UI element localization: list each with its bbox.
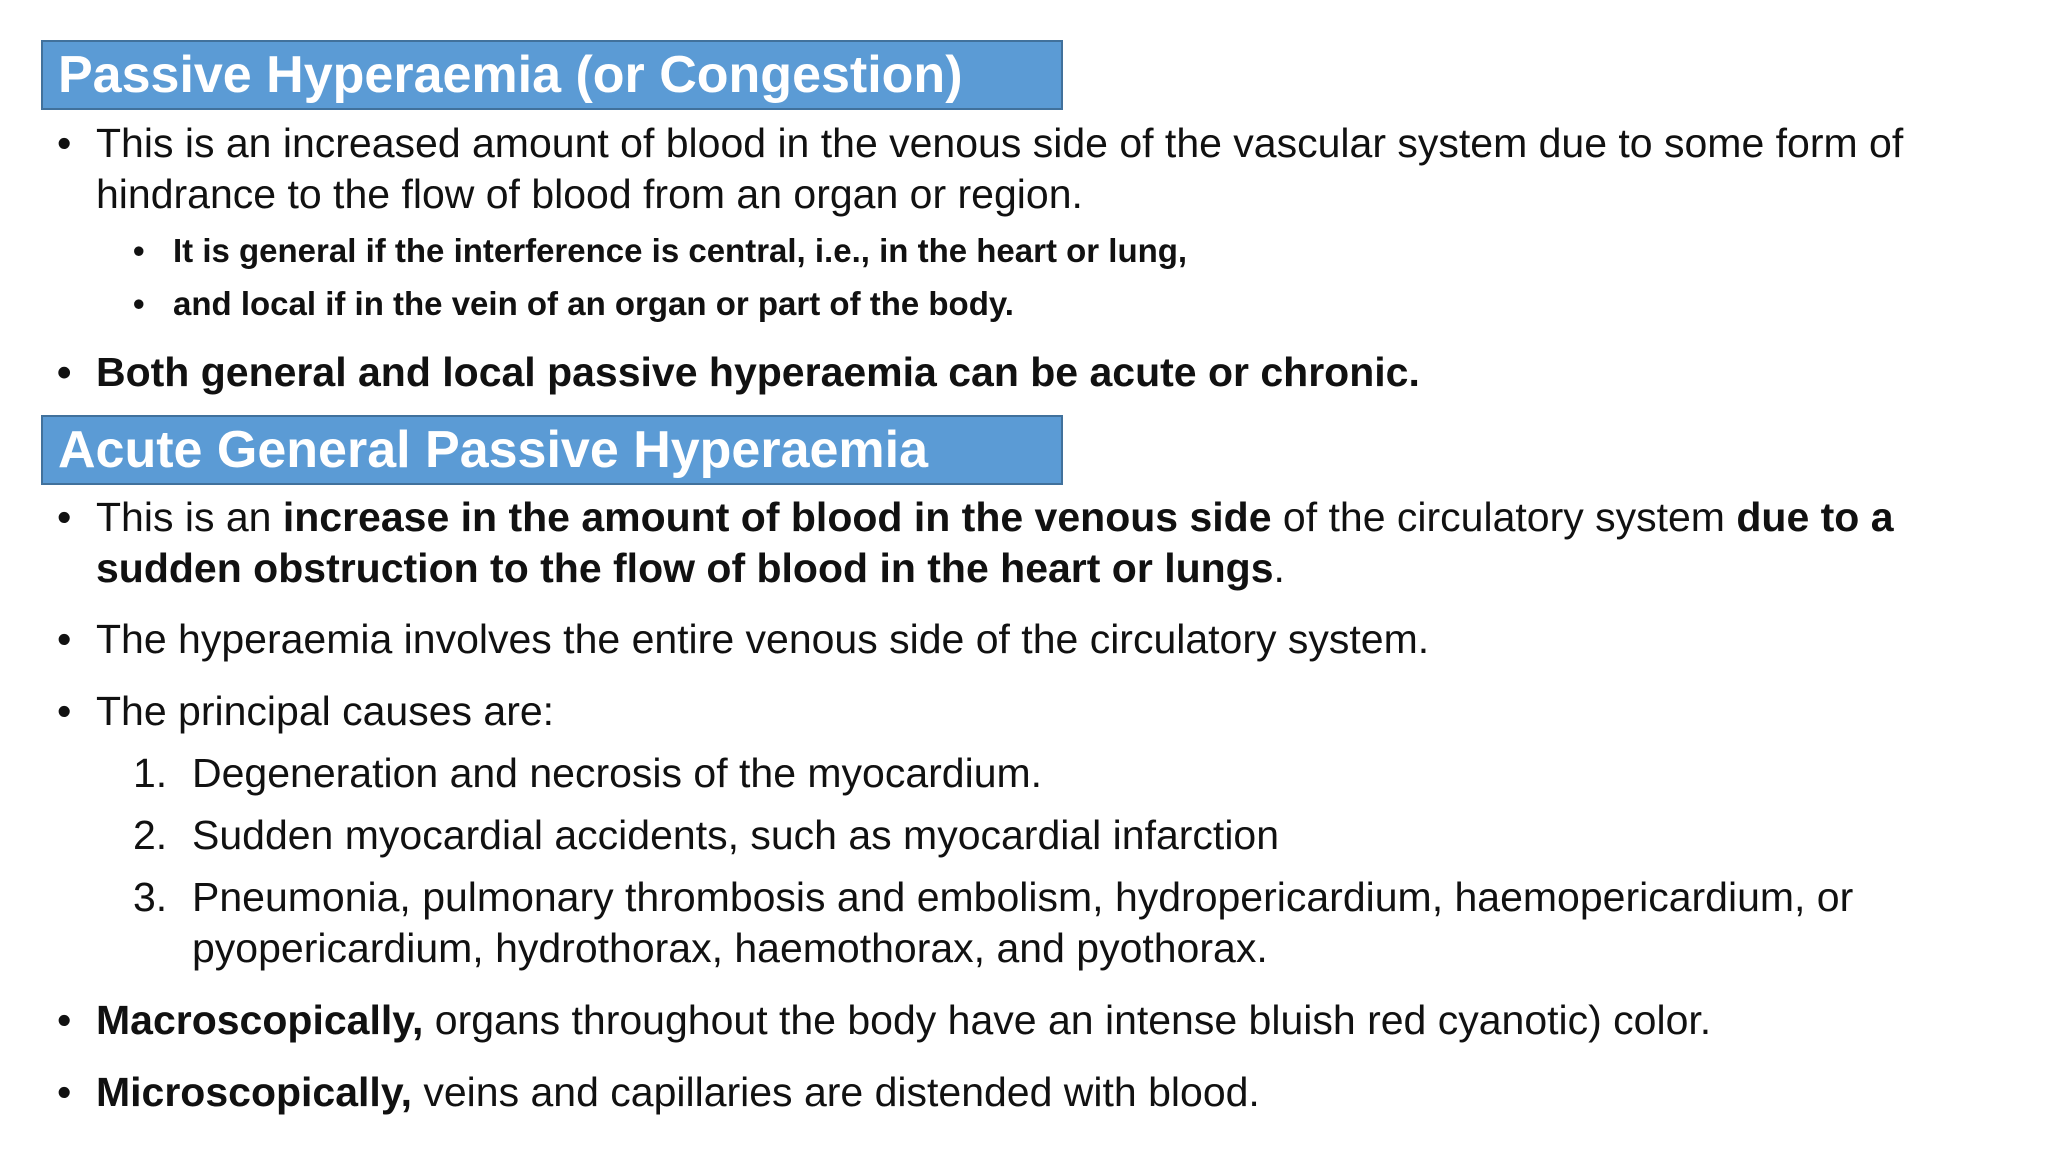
text-run: organs throughout the body have an intense bluish red cyanotic) color. [423,997,1712,1043]
section-title-passive-hyperaemia: Passive Hyperaemia (or Congestion) [41,40,1063,110]
text-run-bold: Macroscopically, [96,997,424,1043]
text-run: . [1273,545,1285,591]
text-run-bold: increase in the amount of blood in the venous side [282,494,1272,540]
text-run: of the circulatory system [1271,494,1737,540]
text-run: veins and capillaries are distended with blood. [411,1069,1260,1115]
cause-item [133,748,2013,799]
bullet-dot: • [57,997,72,1043]
text-run-bold: due to a sudden obstruction to the flow of blood in the heart or lungs [96,494,1894,591]
bullet-text: Both general and local passive hyperaemia can be acute or chronic. [96,349,1420,395]
bullet-dot: • [57,616,72,662]
bullet-dot: • [57,1069,72,1115]
sub-bullet-text: and local if in the vein of an organ or part of the body. [173,285,1014,322]
bullet-acute-definition [57,492,2017,594]
sub-bullet-dot: • [133,285,145,322]
bullet-principal-causes [57,686,2017,737]
cause-item [133,872,2013,974]
text-run-bold: Microscopically, [96,1069,412,1115]
sub-bullet-text: It is general if the interference is central, i.e., in the heart or lung, [173,232,1188,269]
cause-text: Pneumonia, pulmonary thrombosis and embolism, hydropericardium, haemopericardium, or pyopericardium, hydrothorax, haemothorax, and pyothorax. [192,874,1854,971]
sub-bullet-local [133,282,1933,326]
bullet-entire-venous-side [57,614,2017,665]
text-run: This is an [96,494,283,540]
bullet-dot: • [57,494,72,540]
bullet-text [96,492,2017,594]
bullet-dot: • [57,349,72,395]
sub-bullet-general [133,229,1933,273]
bullet-dot: • [57,120,72,166]
sub-bullet-dot: • [133,232,145,269]
bullet-acute-or-chronic [57,347,2017,398]
bullet-text: The principal causes are: [96,688,555,734]
bullet-definition [57,118,2017,220]
cause-text: Sudden myocardial accidents, such as myocardial infarction [192,812,1280,858]
bullet-text: The hyperaemia involves the entire venous side of the circulatory system. [96,616,1430,662]
cause-number: 1. [133,750,168,796]
bullet-text [96,1067,2017,1118]
bullet-text: This is an increased amount of blood in the venous side of the vascular system due to some form of hindrance to the flow of blood from an organ or region. [96,120,1904,217]
bullet-dot: • [57,688,72,734]
cause-item [133,810,2013,861]
cause-number: 3. [133,874,168,920]
cause-number: 2. [133,812,168,858]
bullet-microscopically [57,1067,2017,1118]
bullet-macroscopically [57,995,2017,1046]
bullet-text [96,995,2017,1046]
cause-text: Degeneration and necrosis of the myocardium. [192,750,1043,796]
section-title-acute-general: Acute General Passive Hyperaemia [41,415,1063,485]
